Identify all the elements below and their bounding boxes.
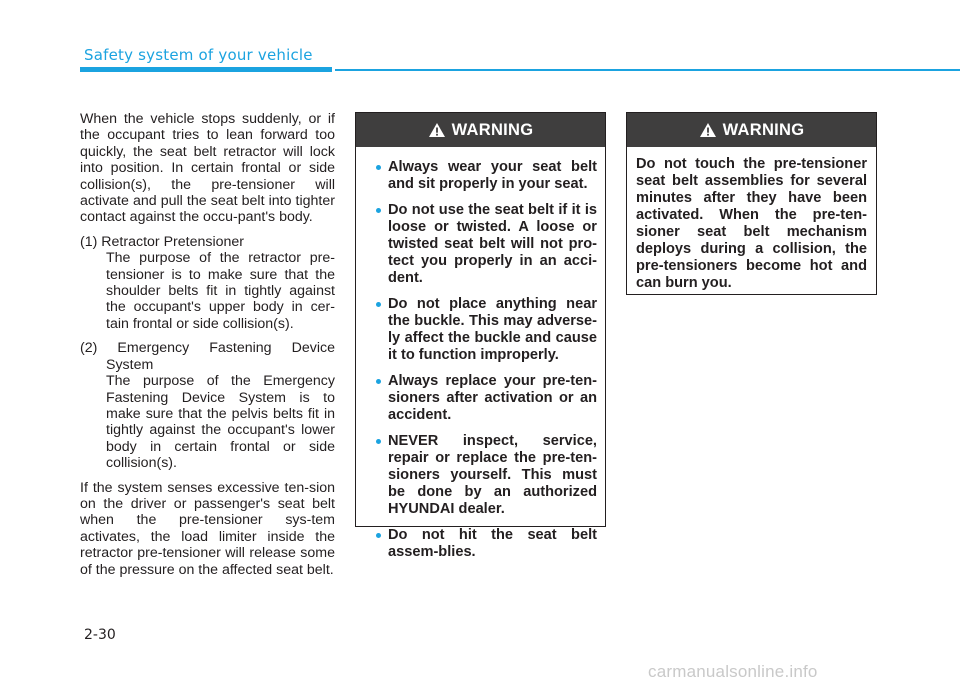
item1-body: The purpose of the retractor pre-tensioner is to make sure that the shoulder belts fit in tightly against the occupant's upper body in cer-tain frontal or side collision(s).: [106, 250, 335, 332]
item2-body: The purpose of the Emergency Fastening Device System is to make sure that the pelvis belts fit in tightly against the occupant's lower body in certain frontal or side collision(s).: [106, 373, 335, 472]
item1-title: (1) Retractor Pretensioner: [80, 233, 245, 250]
body-text-column: [80, 111, 335, 586]
warning-header-2: [627, 113, 876, 147]
bullet-icon: [376, 533, 381, 538]
outro-paragraph: If the system senses excessive ten-sion on the driver or passenger's seat belt when the pre-tensioner sys-tem activates, the load limiter inside the retractor pre-tensioner will release some of the pressure on the affected seat belt.: [80, 479, 335, 578]
warning-box-1: [355, 112, 606, 560]
warning-label: WARNING: [451, 120, 534, 139]
item2-title: (2) Emergency Fastening Device System: [80, 340, 335, 373]
list-item: NEVER inspect, service, repair or replace the pre-ten-sioners yourself. This must be done by an authorized HYUNDAI dealer.: [376, 433, 597, 518]
list-item: Do not place anything near the buckle. This may adverse-ly affect the buckle and cause it to function improperly.: [376, 296, 597, 364]
bullet-icon: [376, 379, 381, 384]
bullet-icon: [376, 165, 381, 170]
warning-text: Do not touch the pre-tensioner seat belt assemblies for several minutes after they have been activated. When the pre-ten-sioner seat belt mechanism deploys during a collision, the pre-tensioners become hot and can burn you.: [636, 156, 867, 291]
list-item: Always replace your pre-ten-sioners after activation or an accident.: [376, 373, 597, 424]
section-title: Safety system of your vehicle: [84, 46, 313, 64]
warning-triangle-icon: [428, 122, 446, 138]
warning-header-1: [356, 113, 605, 147]
list-item: Do not hit the seat belt assem-blies.: [376, 527, 597, 561]
warning-content-1: [356, 147, 605, 561]
watermark: carmanualsonline.info: [648, 662, 818, 681]
header-bar: [80, 67, 332, 72]
warning-label: WARNING: [722, 120, 805, 139]
bullet-icon: [376, 439, 381, 444]
header-rule: [335, 69, 960, 71]
warning-box-2: [626, 112, 877, 295]
list-item: Always wear your seat belt and sit properly in your seat.: [376, 159, 597, 193]
warning-triangle-icon: [699, 122, 717, 138]
warning-list: [376, 159, 597, 561]
warning-content-2: [627, 147, 876, 292]
list-item: Do not use the seat belt if it is loose or twisted. A loose or twisted seat belt will not pro-tect you properly in an acci-dent.: [376, 202, 597, 287]
bullet-icon: [376, 302, 381, 307]
intro-paragraph: When the vehicle stops suddenly, or if the occupant tries to lean forward too quickly, the seat belt retractor will lock into position. In certain frontal or side collision(s), the pre-tensioner will activate and pull the seat belt into tighter contact against the occu-pant's body.: [80, 111, 335, 226]
bullet-icon: [376, 208, 381, 213]
page-number: 2-30: [84, 627, 116, 643]
